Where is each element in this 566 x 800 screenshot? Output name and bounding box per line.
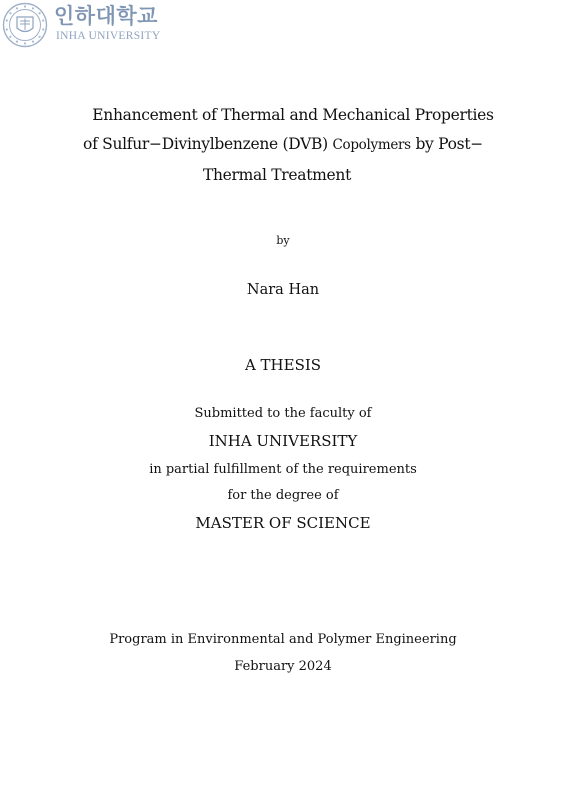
thesis-title-line-2-start: of Sulfur−Divinylbenzene (DVB) [83, 135, 333, 153]
university-seal-icon [2, 2, 48, 48]
university-logo [2, 2, 172, 48]
logo-english-name: INHA UNIVERSITY [56, 30, 161, 42]
author-name: Nara Han [246, 282, 320, 298]
thesis-label: A THESIS [244, 356, 322, 374]
submission-date: February 2024 [234, 659, 332, 674]
thesis-title-line-3: Thermal Treatment [202, 166, 352, 184]
by-label: by [276, 234, 290, 247]
submitted-line: Submitted to the faculty of [194, 406, 372, 421]
logo-korean-name: 인하대학교 [54, 4, 158, 28]
thesis-title-line-2 [0, 135, 566, 153]
thesis-title-line-2-end: by Post− [410, 135, 483, 153]
thesis-title-line-2-small: Copolymers [332, 137, 411, 153]
degree-name: MASTER OF SCIENCE [195, 514, 371, 532]
program-name: Program in Environmental and Polymer Engineering [109, 632, 457, 647]
thesis-title-line-1: Enhancement of Thermal and Mechanical Properties [92, 106, 494, 124]
university-name: INHA UNIVERSITY [208, 432, 358, 450]
degree-for-line: for the degree of [227, 488, 339, 503]
fulfillment-line: in partial fulfillment of the requirements [149, 462, 417, 477]
